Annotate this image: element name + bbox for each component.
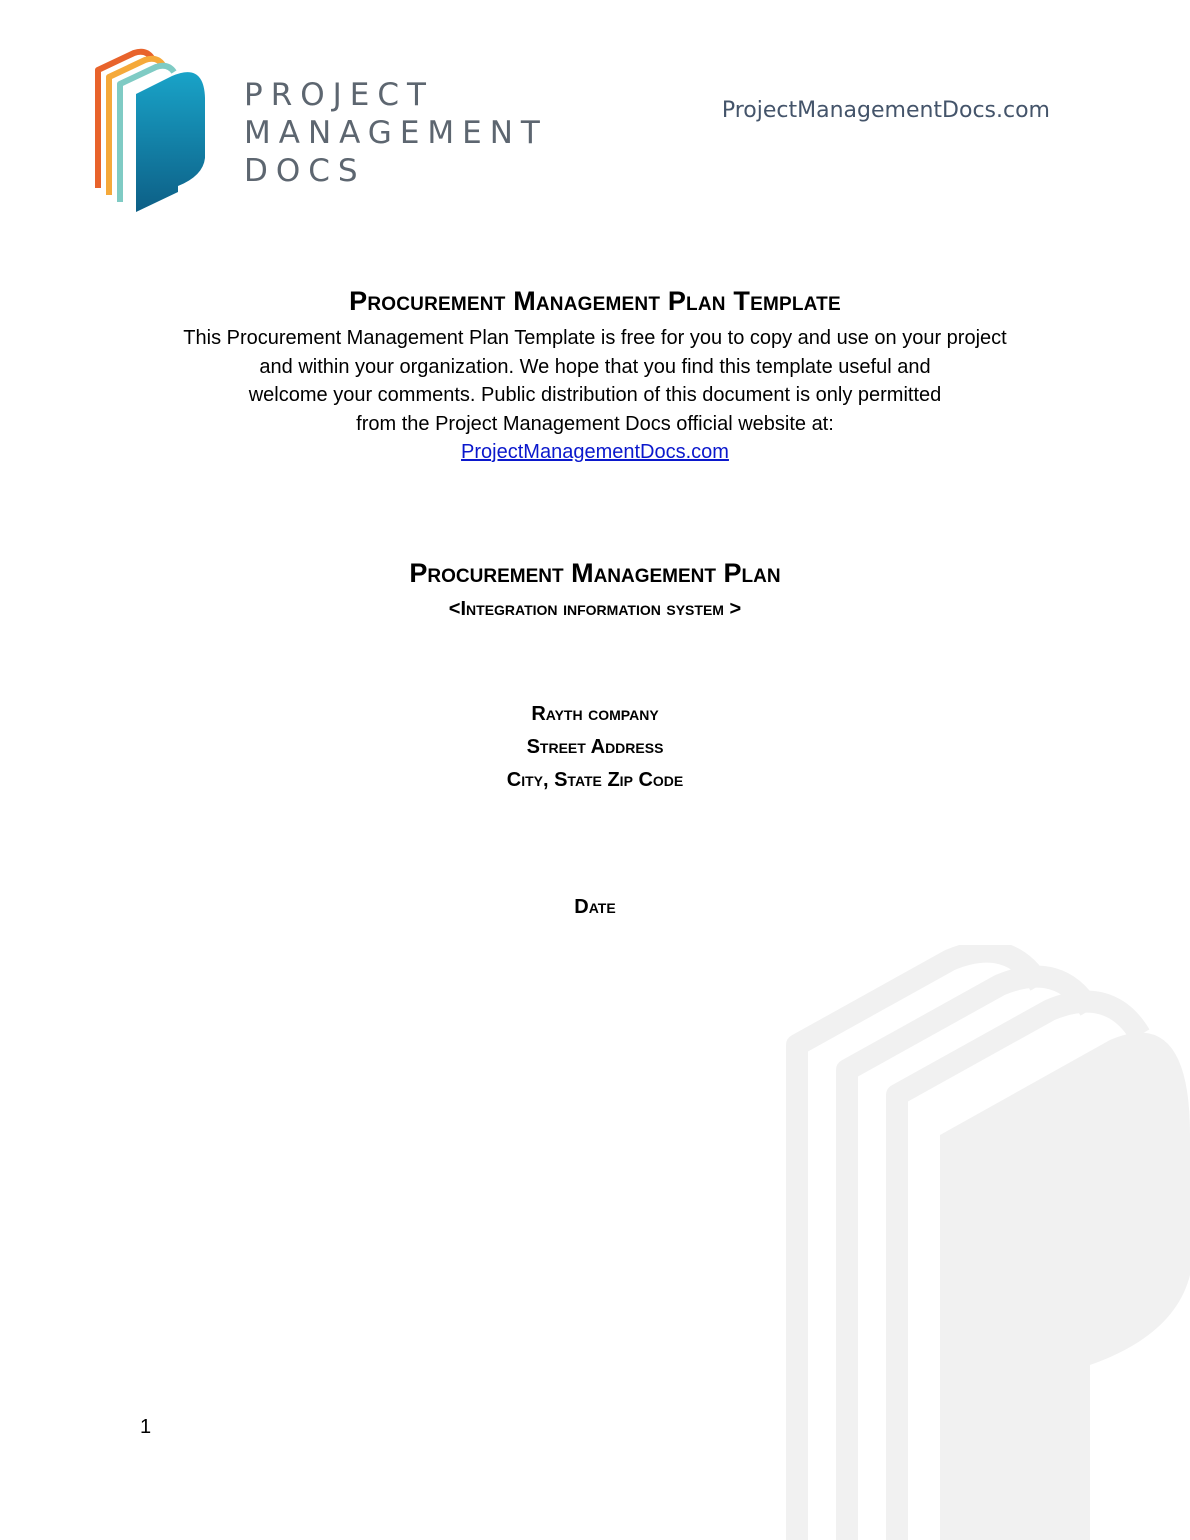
company-address (0, 698, 1190, 797)
intro-line-4: from the Project Management Docs official website at: (356, 412, 834, 435)
logo-line-docs: DOCS (244, 153, 366, 189)
plan-subtitle: <Integration information system > (448, 598, 742, 620)
logo-line-project: PROJECT (244, 77, 434, 113)
project-management-docs-logo-icon (92, 48, 208, 214)
watermark-logo-icon (780, 945, 1190, 1540)
intro-paragraph (0, 324, 1190, 467)
street-address: Street Address (526, 736, 664, 758)
logo-wordmark (244, 76, 548, 190)
website-link[interactable]: ProjectManagementDocs.com (461, 441, 729, 463)
plan-title: Procurement Management Plan (409, 558, 781, 588)
city-state-zip: City, State Zip Code (506, 769, 684, 791)
intro-line-3: welcome your comments. Public distribution of this document is only permitted (248, 384, 942, 406)
company-name: Rayth company (531, 703, 659, 725)
template-title: Procurement Management Plan Template (349, 286, 841, 316)
intro-line-2: and within your organization. We hope that you find this template useful and (259, 355, 931, 378)
header-site-name: ProjectManagementDocs.com (721, 98, 1050, 123)
intro-line-1: This Procurement Management Plan Template is free for you to copy and use on your project (183, 327, 1007, 349)
page-number: 1 (140, 1416, 152, 1438)
logo-line-management: MANAGEMENT (244, 115, 548, 151)
document-date: Date (574, 896, 616, 918)
